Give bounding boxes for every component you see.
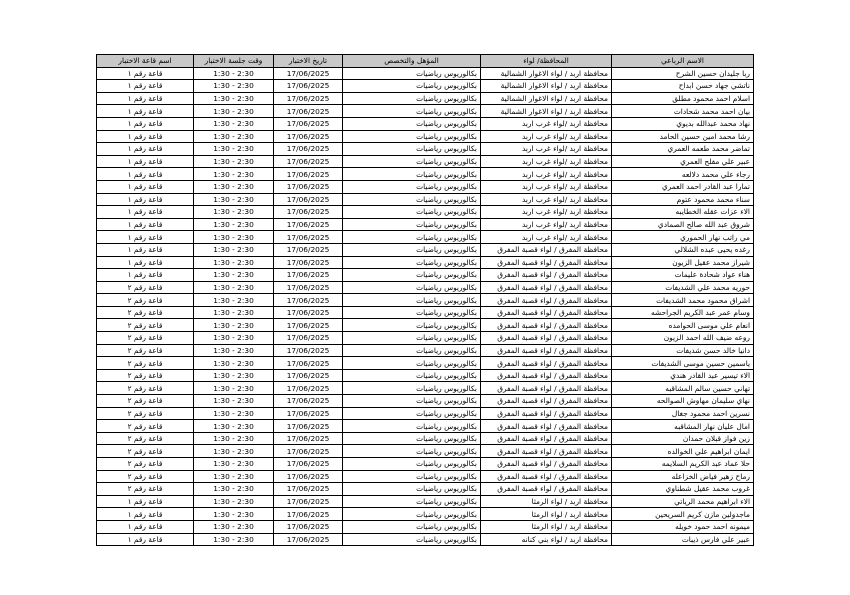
table-row <box>97 105 754 118</box>
session-time-cell: 1:30 - 2:30 <box>194 306 274 319</box>
exam-date-cell: 17/06/2025 <box>274 206 343 219</box>
hall-name-cell: قاعة رقم ١ <box>97 508 194 521</box>
header-full-name: الاسم الرباعي <box>612 55 754 68</box>
table-row <box>97 67 754 80</box>
hall-name-cell: قاعة رقم ١ <box>97 92 194 105</box>
qualification-cell: بكالوريوس رياضيات <box>343 495 481 508</box>
exam-date-cell: 17/06/2025 <box>274 67 343 80</box>
hall-name-cell: قاعة رقم ١ <box>97 495 194 508</box>
hall-name-cell: قاعة رقم ٢ <box>97 407 194 420</box>
session-time-cell: 1:30 - 2:30 <box>194 256 274 269</box>
exam-date-cell: 17/06/2025 <box>274 168 343 181</box>
session-time-cell: 1:30 - 2:30 <box>194 231 274 244</box>
session-time-cell: 1:30 - 2:30 <box>194 332 274 345</box>
table-row <box>97 395 754 408</box>
full-name-cell: شيراز محمد عقيل الزيون <box>612 256 754 269</box>
session-time-cell: 1:30 - 2:30 <box>194 269 274 282</box>
governorate-cell: محافظة اربد / لواء الاغوار الشمالية <box>481 67 612 80</box>
exam-date-cell: 17/06/2025 <box>274 369 343 382</box>
session-time-cell: 1:30 - 2:30 <box>194 168 274 181</box>
hall-name-cell: قاعة رقم ٢ <box>97 483 194 496</box>
table-row <box>97 432 754 445</box>
header-session-time: وقت جلسة الاختبار <box>194 55 274 68</box>
exam-date-cell: 17/06/2025 <box>274 80 343 93</box>
session-time-cell: 1:30 - 2:30 <box>194 533 274 546</box>
governorate-cell: محافظة المفرق / لواء قصبة المفرق <box>481 332 612 345</box>
qualification-cell: بكالوريوس رياضيات <box>343 155 481 168</box>
qualification-cell: بكالوريوس رياضيات <box>343 357 481 370</box>
governorate-cell: محافظة اربد /لواء غرب اربد <box>481 143 612 156</box>
governorate-cell: محافظة المفرق / لواء قصبة المفرق <box>481 382 612 395</box>
hall-name-cell: قاعة رقم ١ <box>97 218 194 231</box>
exam-date-cell: 17/06/2025 <box>274 382 343 395</box>
qualification-cell: بكالوريوس رياضيات <box>343 168 481 181</box>
table-row <box>97 357 754 370</box>
exam-date-cell: 17/06/2025 <box>274 520 343 533</box>
governorate-cell: محافظة المفرق / لواء قصبة المفرق <box>481 357 612 370</box>
full-name-cell: ياسمين حسين موسى الشديفات <box>612 357 754 370</box>
qualification-cell: بكالوريوس رياضيات <box>343 281 481 294</box>
qualification-cell: بكالوريوس رياضيات <box>343 395 481 408</box>
exam-date-cell: 17/06/2025 <box>274 395 343 408</box>
session-time-cell: 1:30 - 2:30 <box>194 445 274 458</box>
table-row <box>97 470 754 483</box>
header-governorate: المحافظة/ لواء <box>481 55 612 68</box>
header-qualification: المؤهل والتخصص <box>343 55 481 68</box>
qualification-cell: بكالوريوس رياضيات <box>343 105 481 118</box>
qualification-cell: بكالوريوس رياضيات <box>343 483 481 496</box>
full-name-cell: ماجدولين مازن كريم السريحين <box>612 508 754 521</box>
exam-date-cell: 17/06/2025 <box>274 306 343 319</box>
exam-date-cell: 17/06/2025 <box>274 344 343 357</box>
exam-date-cell: 17/06/2025 <box>274 420 343 433</box>
full-name-cell: تهاني حسين سالم المشاقبه <box>612 382 754 395</box>
exam-date-cell: 17/06/2025 <box>274 193 343 206</box>
exam-date-cell: 17/06/2025 <box>274 432 343 445</box>
header-hall-name: اسم قاعة الاختبار <box>97 55 194 68</box>
qualification-cell: بكالوريوس رياضيات <box>343 470 481 483</box>
governorate-cell: محافظة اربد / لواء الرمثا <box>481 508 612 521</box>
session-time-cell: 1:30 - 2:30 <box>194 407 274 420</box>
qualification-cell: بكالوريوس رياضيات <box>343 256 481 269</box>
governorate-cell: محافظة اربد / لواء الاغوار الشمالية <box>481 105 612 118</box>
exam-date-cell: 17/06/2025 <box>274 155 343 168</box>
governorate-cell: محافظة المفرق / لواء قصبة المفرق <box>481 294 612 307</box>
hall-name-cell: قاعة رقم ١ <box>97 533 194 546</box>
qualification-cell: بكالوريوس رياضيات <box>343 80 481 93</box>
qualification-cell: بكالوريوس رياضيات <box>343 458 481 471</box>
session-time-cell: 1:30 - 2:30 <box>194 495 274 508</box>
hall-name-cell: قاعة رقم ٢ <box>97 458 194 471</box>
governorate-cell: محافظة اربد / لواء الرمثا <box>481 495 612 508</box>
exam-date-cell: 17/06/2025 <box>274 180 343 193</box>
qualification-cell: بكالوريوس رياضيات <box>343 332 481 345</box>
governorate-cell: محافظة المفرق / لواء قصبة المفرق <box>481 256 612 269</box>
session-time-cell: 1:30 - 2:30 <box>194 92 274 105</box>
hall-name-cell: قاعة رقم ٢ <box>97 432 194 445</box>
table-row <box>97 508 754 521</box>
qualification-cell: بكالوريوس رياضيات <box>343 206 481 219</box>
session-time-cell: 1:30 - 2:30 <box>194 319 274 332</box>
hall-name-cell: قاعة رقم ١ <box>97 256 194 269</box>
table-row <box>97 369 754 382</box>
qualification-cell: بكالوريوس رياضيات <box>343 382 481 395</box>
table-row <box>97 344 754 357</box>
hall-name-cell: قاعة رقم ٢ <box>97 470 194 483</box>
qualification-cell: بكالوريوس رياضيات <box>343 306 481 319</box>
hall-name-cell: قاعة رقم ٢ <box>97 382 194 395</box>
session-time-cell: 1:30 - 2:30 <box>194 117 274 130</box>
qualification-cell: بكالوريوس رياضيات <box>343 218 481 231</box>
governorate-cell: محافظة اربد /لواء غرب اربد <box>481 218 612 231</box>
hall-name-cell: قاعة رقم ٢ <box>97 281 194 294</box>
exam-date-cell: 17/06/2025 <box>274 218 343 231</box>
governorate-cell: محافظة المفرق / لواء قصبة المفرق <box>481 432 612 445</box>
qualification-cell: بكالوريوس رياضيات <box>343 420 481 433</box>
exam-date-cell: 17/06/2025 <box>274 105 343 118</box>
full-name-cell: الاء تيسير عبد القادر هندي <box>612 369 754 382</box>
full-name-cell: رجاء علي محمد دلالعه <box>612 168 754 181</box>
exam-date-cell: 17/06/2025 <box>274 533 343 546</box>
table-row <box>97 168 754 181</box>
session-time-cell: 1:30 - 2:30 <box>194 130 274 143</box>
table-row <box>97 206 754 219</box>
hall-name-cell: قاعة رقم ١ <box>97 269 194 282</box>
qualification-cell: بكالوريوس رياضيات <box>343 269 481 282</box>
session-time-cell: 1:30 - 2:30 <box>194 458 274 471</box>
session-time-cell: 1:30 - 2:30 <box>194 80 274 93</box>
session-time-cell: 1:30 - 2:30 <box>194 143 274 156</box>
session-time-cell: 1:30 - 2:30 <box>194 420 274 433</box>
exam-date-cell: 17/06/2025 <box>274 483 343 496</box>
table-row <box>97 281 754 294</box>
session-time-cell: 1:30 - 2:30 <box>194 67 274 80</box>
full-name-cell: رشا محمد امين حسين الحامد <box>612 130 754 143</box>
hall-name-cell: قاعة رقم ٢ <box>97 306 194 319</box>
hall-name-cell: قاعة رقم ٢ <box>97 344 194 357</box>
qualification-cell: بكالوريوس رياضيات <box>343 294 481 307</box>
session-time-cell: 1:30 - 2:30 <box>194 520 274 533</box>
full-name-cell: دانيا خالد حسن شديفات <box>612 344 754 357</box>
qualification-cell: بكالوريوس رياضيات <box>343 193 481 206</box>
governorate-cell: محافظة المفرق / لواء قصبة المفرق <box>481 243 612 256</box>
exam-date-cell: 17/06/2025 <box>274 130 343 143</box>
governorate-cell: محافظة المفرق / لواء قصبة المفرق <box>481 344 612 357</box>
table-row <box>97 420 754 433</box>
table-row <box>97 117 754 130</box>
full-name-cell: تماضر محمد طعمه العمري <box>612 143 754 156</box>
governorate-cell: محافظة المفرق / لواء قصبة المفرق <box>481 483 612 496</box>
hall-name-cell: قاعة رقم ١ <box>97 520 194 533</box>
qualification-cell: بكالوريوس رياضيات <box>343 319 481 332</box>
qualification-cell: بكالوريوس رياضيات <box>343 143 481 156</box>
table-row <box>97 306 754 319</box>
hall-name-cell: قاعة رقم ١ <box>97 143 194 156</box>
exam-date-cell: 17/06/2025 <box>274 357 343 370</box>
full-name-cell: تمارا عبد القادر احمد العمري <box>612 180 754 193</box>
qualification-cell: بكالوريوس رياضيات <box>343 231 481 244</box>
hall-name-cell: قاعة رقم ٢ <box>97 445 194 458</box>
header-row <box>97 55 754 68</box>
exam-date-cell: 17/06/2025 <box>274 143 343 156</box>
full-name-cell: نسرين احمد محمود جغال <box>612 407 754 420</box>
full-name-cell: شروق عبد الله صالح الصمادي <box>612 218 754 231</box>
full-name-cell: رغده يحيى عبده الشلالي <box>612 243 754 256</box>
table-row <box>97 458 754 471</box>
qualification-cell: بكالوريوس رياضيات <box>343 180 481 193</box>
session-time-cell: 1:30 - 2:30 <box>194 357 274 370</box>
table-row <box>97 269 754 282</box>
session-time-cell: 1:30 - 2:30 <box>194 369 274 382</box>
session-time-cell: 1:30 - 2:30 <box>194 395 274 408</box>
qualification-cell: بكالوريوس رياضيات <box>343 117 481 130</box>
qualification-cell: بكالوريوس رياضيات <box>343 533 481 546</box>
hall-name-cell: قاعة رقم ٢ <box>97 395 194 408</box>
hall-name-cell: قاعة رقم ٢ <box>97 369 194 382</box>
hall-name-cell: قاعة رقم ١ <box>97 80 194 93</box>
hall-name-cell: قاعة رقم ١ <box>97 231 194 244</box>
exam-date-cell: 17/06/2025 <box>274 508 343 521</box>
exam-date-cell: 17/06/2025 <box>274 319 343 332</box>
qualification-cell: بكالوريوس رياضيات <box>343 243 481 256</box>
full-name-cell: زين فواز قبلان حمدان <box>612 432 754 445</box>
session-time-cell: 1:30 - 2:30 <box>194 155 274 168</box>
table-row <box>97 495 754 508</box>
session-time-cell: 1:30 - 2:30 <box>194 243 274 256</box>
session-time-cell: 1:30 - 2:30 <box>194 432 274 445</box>
full-name-cell: ايمان ابراهيم علي الخوالده <box>612 445 754 458</box>
governorate-cell: محافظة المفرق / لواء قصبة المفرق <box>481 445 612 458</box>
table-row <box>97 193 754 206</box>
full-name-cell: عبير علي فارس ذيبات <box>612 533 754 546</box>
table-row <box>97 231 754 244</box>
governorate-cell: محافظة اربد /لواء غرب اربد <box>481 168 612 181</box>
qualification-cell: بكالوريوس رياضيات <box>343 508 481 521</box>
session-time-cell: 1:30 - 2:30 <box>194 470 274 483</box>
hall-name-cell: قاعة رقم ١ <box>97 193 194 206</box>
qualification-cell: بكالوريوس رياضيات <box>343 130 481 143</box>
full-name-cell: نهاي سليمان مهاوش الصوالحه <box>612 395 754 408</box>
exam-date-cell: 17/06/2025 <box>274 256 343 269</box>
session-time-cell: 1:30 - 2:30 <box>194 105 274 118</box>
table-row <box>97 520 754 533</box>
governorate-cell: محافظة اربد / لواء بني كنانه <box>481 533 612 546</box>
qualification-cell: بكالوريوس رياضيات <box>343 344 481 357</box>
full-name-cell: انعام علي موسى الحوامده <box>612 319 754 332</box>
hall-name-cell: قاعة رقم ٢ <box>97 332 194 345</box>
governorate-cell: محافظة المفرق / لواء قصبة المفرق <box>481 269 612 282</box>
full-name-cell: امال عليان نهار المشاقبه <box>612 420 754 433</box>
full-name-cell: ناتشي جهاد حسن ابداح <box>612 80 754 93</box>
table-row <box>97 332 754 345</box>
qualification-cell: بكالوريوس رياضيات <box>343 407 481 420</box>
exam-date-cell: 17/06/2025 <box>274 445 343 458</box>
governorate-cell: محافظة المفرق / لواء قصبة المفرق <box>481 458 612 471</box>
governorate-cell: محافظة اربد / لواء الاغوار الشمالية <box>481 80 612 93</box>
table-row <box>97 382 754 395</box>
table-row <box>97 130 754 143</box>
full-name-cell: ميمونه احمد حمود خويله <box>612 520 754 533</box>
exam-date-cell: 17/06/2025 <box>274 92 343 105</box>
governorate-cell: محافظة المفرق / لواء قصبة المفرق <box>481 407 612 420</box>
table-row <box>97 319 754 332</box>
session-time-cell: 1:30 - 2:30 <box>194 206 274 219</box>
session-time-cell: 1:30 - 2:30 <box>194 180 274 193</box>
full-name-cell: حوريه محمد علي الشديفات <box>612 281 754 294</box>
session-time-cell: 1:30 - 2:30 <box>194 508 274 521</box>
full-name-cell: بيان احمد محمد شحادات <box>612 105 754 118</box>
exam-date-cell: 17/06/2025 <box>274 495 343 508</box>
hall-name-cell: قاعة رقم ١ <box>97 117 194 130</box>
governorate-cell: محافظة اربد /لواء غرب اربد <box>481 193 612 206</box>
governorate-cell: محافظة اربد /لواء غرب اربد <box>481 130 612 143</box>
hall-name-cell: قاعة رقم ٢ <box>97 319 194 332</box>
full-name-cell: وسام عمر عبد الكريم الجراحشه <box>612 306 754 319</box>
hall-name-cell: قاعة رقم ١ <box>97 180 194 193</box>
full-name-cell: غروب محمد عقيل شطناوي <box>612 483 754 496</box>
governorate-cell: محافظة المفرق / لواء قصبة المفرق <box>481 395 612 408</box>
hall-name-cell: قاعة رقم ١ <box>97 130 194 143</box>
governorate-cell: محافظة اربد /لواء غرب اربد <box>481 155 612 168</box>
exam-date-cell: 17/06/2025 <box>274 458 343 471</box>
hall-name-cell: قاعة رقم ٢ <box>97 357 194 370</box>
hall-name-cell: قاعة رقم ١ <box>97 243 194 256</box>
qualification-cell: بكالوريوس رياضيات <box>343 445 481 458</box>
governorate-cell: محافظة اربد /لواء غرب اربد <box>481 206 612 219</box>
qualification-cell: بكالوريوس رياضيات <box>343 92 481 105</box>
full-name-cell: اشراق محمود محمد الشديفات <box>612 294 754 307</box>
governorate-cell: محافظة المفرق / لواء قصبة المفرق <box>481 470 612 483</box>
exam-date-cell: 17/06/2025 <box>274 332 343 345</box>
hall-name-cell: قاعة رقم ١ <box>97 105 194 118</box>
table-row <box>97 533 754 546</box>
hall-name-cell: قاعة رقم ١ <box>97 155 194 168</box>
governorate-cell: محافظة اربد /لواء غرب اربد <box>481 231 612 244</box>
full-name-cell: هناء عواد شحادة عليمات <box>612 269 754 282</box>
governorate-cell: محافظة المفرق / لواء قصبة المفرق <box>481 319 612 332</box>
hall-name-cell: قاعة رقم ١ <box>97 206 194 219</box>
governorate-cell: محافظة المفرق / لواء قصبة المفرق <box>481 281 612 294</box>
governorate-cell: محافظة المفرق / لواء قصبة المفرق <box>481 369 612 382</box>
full-name-cell: اسلام احمد محمود مطلق <box>612 92 754 105</box>
qualification-cell: بكالوريوس رياضيات <box>343 369 481 382</box>
table-row <box>97 407 754 420</box>
table-row <box>97 218 754 231</box>
qualification-cell: بكالوريوس رياضيات <box>343 432 481 445</box>
exam-date-cell: 17/06/2025 <box>274 243 343 256</box>
full-name-cell: عبير علي مفلح العمري <box>612 155 754 168</box>
session-time-cell: 1:30 - 2:30 <box>194 382 274 395</box>
full-name-cell: رماح زهير فياض الخزاعله <box>612 470 754 483</box>
table-row <box>97 180 754 193</box>
table-row <box>97 445 754 458</box>
exam-date-cell: 17/06/2025 <box>274 281 343 294</box>
full-name-cell: الاء ابراهيم محمد الرياتي <box>612 495 754 508</box>
session-time-cell: 1:30 - 2:30 <box>194 483 274 496</box>
candidates-table <box>96 54 754 546</box>
full-name-cell: حلا عماد عبد الكريم السلايمه <box>612 458 754 471</box>
hall-name-cell: قاعة رقم ٢ <box>97 294 194 307</box>
hall-name-cell: قاعة رقم ١ <box>97 67 194 80</box>
table-row <box>97 483 754 496</box>
exam-date-cell: 17/06/2025 <box>274 117 343 130</box>
governorate-cell: محافظة المفرق / لواء قصبة المفرق <box>481 420 612 433</box>
session-time-cell: 1:30 - 2:30 <box>194 281 274 294</box>
table-row <box>97 155 754 168</box>
governorate-cell: محافظة اربد / لواء الاغوار الشمالية <box>481 92 612 105</box>
hall-name-cell: قاعة رقم ٢ <box>97 420 194 433</box>
exam-date-cell: 17/06/2025 <box>274 269 343 282</box>
exam-date-cell: 17/06/2025 <box>274 294 343 307</box>
full-name-cell: سناء محمد محمود عتوم <box>612 193 754 206</box>
session-time-cell: 1:30 - 2:30 <box>194 218 274 231</box>
header-exam-date: تاريخ الاختبار <box>274 55 343 68</box>
exam-date-cell: 17/06/2025 <box>274 470 343 483</box>
table-row <box>97 92 754 105</box>
table-row <box>97 256 754 269</box>
full-name-cell: ربا جليدان حسين الشرح <box>612 67 754 80</box>
session-time-cell: 1:30 - 2:30 <box>194 294 274 307</box>
qualification-cell: بكالوريوس رياضيات <box>343 520 481 533</box>
table-row <box>97 80 754 93</box>
table-row <box>97 294 754 307</box>
governorate-cell: محافظة المفرق / لواء قصبة المفرق <box>481 306 612 319</box>
session-time-cell: 1:30 - 2:30 <box>194 344 274 357</box>
exam-date-cell: 17/06/2025 <box>274 231 343 244</box>
full-name-cell: الاء عزات عقله الخطايبه <box>612 206 754 219</box>
exam-date-cell: 17/06/2025 <box>274 407 343 420</box>
session-time-cell: 1:30 - 2:30 <box>194 193 274 206</box>
full-name-cell: نهاد محمد عبدالله بديوي <box>612 117 754 130</box>
hall-name-cell: قاعة رقم ١ <box>97 168 194 181</box>
table-row <box>97 243 754 256</box>
table-row <box>97 143 754 156</box>
qualification-cell: بكالوريوس رياضيات <box>343 67 481 80</box>
full-name-cell: روعه ضيف الله احمد الزيون <box>612 332 754 345</box>
governorate-cell: محافظة اربد /لواء غرب اربد <box>481 117 612 130</box>
full-name-cell: مي راتب نهار الحموري <box>612 231 754 244</box>
governorate-cell: محافظة اربد /لواء غرب اربد <box>481 180 612 193</box>
governorate-cell: محافظة اربد / لواء الرمثا <box>481 520 612 533</box>
